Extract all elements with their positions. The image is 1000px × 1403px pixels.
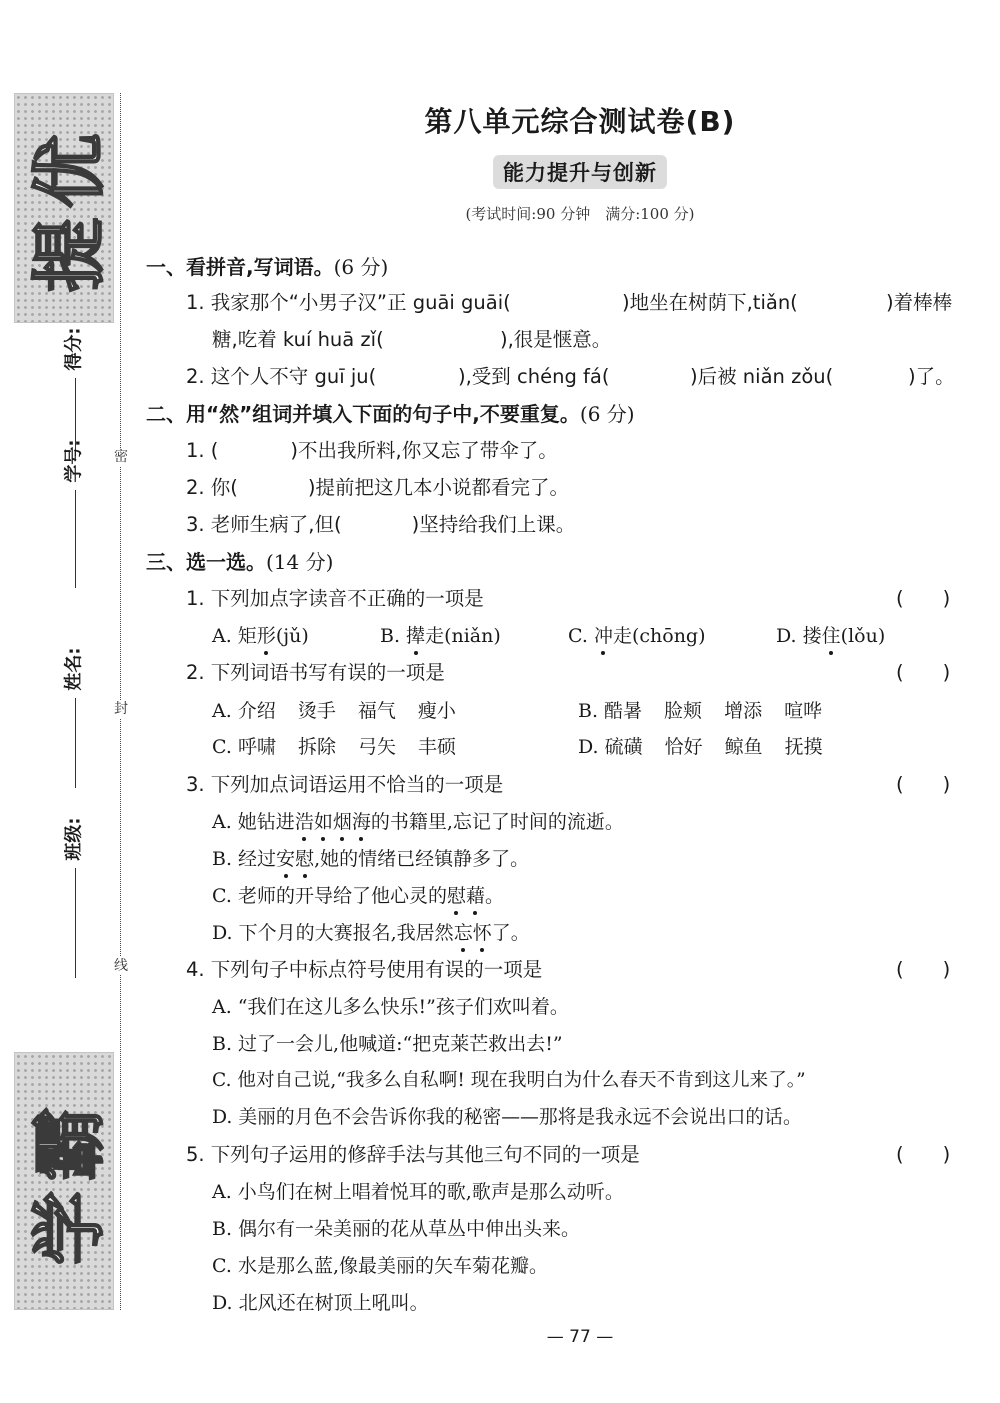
emphasis-char: 海 [352,808,371,836]
s1-q1-blank-3[interactable] [404,326,502,354]
s3-q3-a-dotted [295,811,371,833]
s3-q1-c-dotted: 冲 [594,622,613,650]
section-1-title [146,253,388,281]
s2-q3-text-a: 3. 老师生病了,但( [186,513,342,536]
s3-q1-c-pre: C. [568,625,594,647]
subtitle-wrap [190,155,970,189]
badge-top-text: 提优 [27,124,113,292]
s1-q2-text-d: )了。 [908,365,955,388]
s3-q3-c-dotted [447,885,485,907]
s3-q2-option-c[interactable] [212,733,478,761]
s3-q1-answer-box[interactable]: ( ) [896,587,951,610]
s3-q2-option-d[interactable] [578,733,845,761]
s3-q1-a-post: (jǔ) [275,625,309,647]
s1-q2-seg-c [690,363,833,391]
s3-q3-option-d[interactable] [212,919,530,947]
s3-q2-stem: 2. 下列词语书写有误的一项是 [186,661,445,684]
s2-q1-line [186,437,558,465]
s3-q1-a-dotted: 形 [257,622,276,650]
emphasis-char: 烟 [333,808,352,836]
section-3-heading: 三、选一选。 [146,550,266,574]
s3-q5-option-c[interactable]: C. 水是那么蓝,像最美丽的矢车菊花瓣。 [212,1255,548,1277]
s3-q4-stem: 4. 下列句子中标点符号使用有误的一项是 [186,958,543,981]
s3-q1-d-pre: D. 搂 [776,625,822,647]
s3-q2-answer-box[interactable]: ( ) [896,661,951,684]
badge-bottom-text: 学霸 [27,1097,113,1265]
s3-q2-d-word-2: 恰好 [664,736,703,758]
s1-q1-text-e: ),很是惬意。 [500,328,612,351]
s3-q1-option-d[interactable] [776,622,885,650]
s2-q1-text-a: 1. ( [186,439,219,462]
section-1-heading: 一、看拼音,写词语。 [146,255,334,279]
s3-q3-b-post: ,她的情绪已经镇静多了。 [314,848,530,870]
s2-q3-text-b: )坚持给我们上课。 [411,513,576,536]
name-label: 姓名: [64,647,86,691]
s1-q1-text-a: 1. 我家那个“小男子汉”正 guāi guāi( [186,291,511,314]
s3-q3-a-post: 的书籍里,忘记了时间的流逝。 [370,811,624,833]
s3-q1-d-dotted: 住 [822,622,841,650]
page-title: 第八单元综合测试卷(B) [424,105,736,138]
s3-q3-c-post: 。 [484,885,504,907]
s3-q3-a-pre: A. 她钻进 [212,811,295,833]
seal-mark-feng: 封 [114,701,128,717]
s3-q2-d-word-1: D. 硫磺 [578,736,643,758]
s3-q5-option-a[interactable]: A. 小鸟们在树上唱着悦耳的歌,歌声是那么动听。 [212,1181,624,1203]
score-field[interactable] [62,327,88,456]
emphasis-char: 如 [314,808,333,836]
s3-q1-stem: 1. 下列加点字读音不正确的一项是 [186,587,484,610]
class-label: 班级: [64,817,86,861]
section-2-heading: 二、用“然”组词并填入下面的句子中,不要重复。 [146,402,580,426]
section-3-title [146,548,333,576]
s3-q2-b-word-1: B. 酷暑 [578,700,643,722]
s3-q2-c-word-2: 拆除 [297,736,336,758]
s3-q2-a-word-4: 瘦小 [417,700,456,722]
s2-q2-text-a: 2. 你( [186,476,238,499]
s3-q1-b-pre: B. [380,625,407,647]
emphasis-char: 怀 [473,919,492,947]
emphasis-char: 安 [276,845,295,873]
emphasis-char: 慰 [295,845,314,873]
section-2-points: (6 分) [579,402,635,426]
s1-q2-text-c: )后被 niǎn zǒu( [690,365,834,388]
badge-bottom [14,1052,114,1310]
s2-q1-text-b: )不出我所料,你又忘了带伞了。 [290,439,558,462]
s3-q2-b-word-2: 脸颊 [664,700,703,722]
s3-q5-option-d[interactable]: D. 北风还在树顶上吼叫。 [212,1292,429,1314]
s3-q3-d-dotted [454,922,492,944]
s3-q3-option-a[interactable] [212,808,624,836]
class-line [75,868,76,978]
s1-q1-line1 [186,289,511,317]
s3-q3-c-pre: C. 老师的开导给了他心灵的 [212,885,447,907]
class-field[interactable] [62,817,88,978]
s2-q2-text-b: )提前把这几本小说都看完了。 [307,476,570,499]
s3-q4-option-d[interactable]: D. 美丽的月色不会告诉你我的秘密——那将是我永远不会说出口的话。 [212,1107,802,1128]
s1-q1-text-c: )着棒棒 [886,291,953,314]
name-field[interactable] [62,647,88,788]
s3-q2-a-word-1: A. 介绍 [212,700,276,722]
s3-q2-a-word-3: 福气 [357,700,396,722]
s3-q2-c-word-3: 弓矢 [357,736,396,758]
s1-q1-line1-b [622,289,798,317]
s3-q5-answer-box[interactable]: ( ) [896,1143,951,1166]
s2-q2-line [186,474,569,502]
s1-q1-line1-c [886,289,952,317]
binding-strip [0,0,130,1403]
s3-q4-option-a[interactable]: A. “我们在这儿多么快乐!”孩子们欢叫着。 [212,996,569,1018]
s3-q2-d-word-3: 鲸鱼 [724,736,763,758]
s3-q4-option-b[interactable]: B. 过了一会儿,他喊道:“把克莱芒救出去!” [212,1033,563,1055]
s1-q1-text-b: )地坐在树荫下,tiǎn( [622,291,798,314]
student-id-label: 学号: [64,439,86,483]
s3-q1-option-c[interactable] [568,622,706,650]
page-number: — 77 — [546,1327,614,1347]
section-2-title [146,400,635,428]
emphasis-char: 藉 [466,882,485,910]
s3-q2-option-a[interactable] [212,697,478,725]
s3-q3-option-c[interactable] [212,882,504,910]
s1-q2-blank-1[interactable] [392,363,458,391]
s3-q1-c-post: 走(chōng) [612,625,706,647]
section-3-points: (14 分) [266,550,334,574]
exam-info: (考试时间:90 分钟 满分:100 分) [465,205,695,223]
s3-q2-a-word-2: 烫手 [297,700,336,722]
s1-q2-blank-3[interactable] [842,363,908,391]
section-1-points: (6 分) [333,255,389,279]
s1-q2-line [186,363,376,391]
badge-top [14,93,114,323]
s3-q1-option-b[interactable] [380,622,501,650]
s2-q3-line [186,511,575,539]
student-id-line [75,490,76,588]
s3-q4-option-c[interactable]: C. 他对自己说,“我多么自私啊! 现在我明白为什么春天不肯到这儿来了。” [212,1070,806,1091]
emphasis-char: 忘 [454,919,473,947]
emphasis-char: 浩 [295,808,314,836]
s3-q2-c-word-1: C. 呼啸 [212,736,276,758]
seal-mark-mi: 密 [114,449,128,465]
s1-q1-text-d: 糖,吃着 kuí huā zǐ( [212,328,384,351]
s1-q2-text-b: ),受到 chéng fá( [458,365,610,388]
s1-q2-blank-2[interactable] [624,363,690,391]
s3-q3-d-post: 了。 [491,922,530,944]
s3-q1-option-a[interactable] [212,622,309,650]
s3-q4-answer-box[interactable]: ( ) [896,958,951,981]
s3-q1-b-post: 走(niǎn) [425,625,501,647]
emphasis-char: 慰 [447,882,466,910]
s3-q2-b-word-3: 增添 [724,700,763,722]
s3-q2-d-word-4: 抚摸 [784,736,823,758]
s3-q3-b-pre: B. 经过 [212,848,277,870]
s3-q1-d-post: (lǒu) [840,625,886,647]
s3-q2-c-word-4: 丰硕 [417,736,456,758]
seal-mark-xian: 线 [114,958,128,974]
s1-q1-line2-b [500,326,611,354]
student-id-field[interactable] [62,439,88,588]
s3-q3-b-dotted [276,848,314,870]
s3-q3-option-b[interactable] [212,845,529,873]
s3-q3-stem: 3. 下列加点词语运用不恰当的一项是 [186,773,504,796]
s3-q5-option-b[interactable]: B. 偶尔有一朵美丽的花从草丛中伸出头来。 [212,1218,581,1240]
page-subtitle: 能力提升与创新 [493,155,667,189]
s1-q2-text-a: 2. 这个人不守 guī ju( [186,365,377,388]
s3-q3-d-pre: D. 下个月的大赛报名,我居然 [212,922,454,944]
s1-q2-seg-b [458,363,609,391]
s1-q1-blank-2[interactable] [836,289,884,317]
s3-q1-a-pre: A. 矩 [212,625,257,647]
s3-q1-b-dotted: 撵 [406,622,425,650]
s3-q2-b-word-4: 喧哗 [784,700,823,722]
s3-q2-option-b[interactable] [578,697,844,725]
s1-q2-seg-d [908,363,955,391]
s3-q5-stem: 5. 下列句子运用的修辞手法与其他三句不同的一项是 [186,1143,640,1166]
score-label: 得分: [64,327,86,371]
name-line [75,698,76,788]
s1-q1-line2 [212,326,384,354]
s3-q3-answer-box[interactable]: ( ) [896,773,951,796]
